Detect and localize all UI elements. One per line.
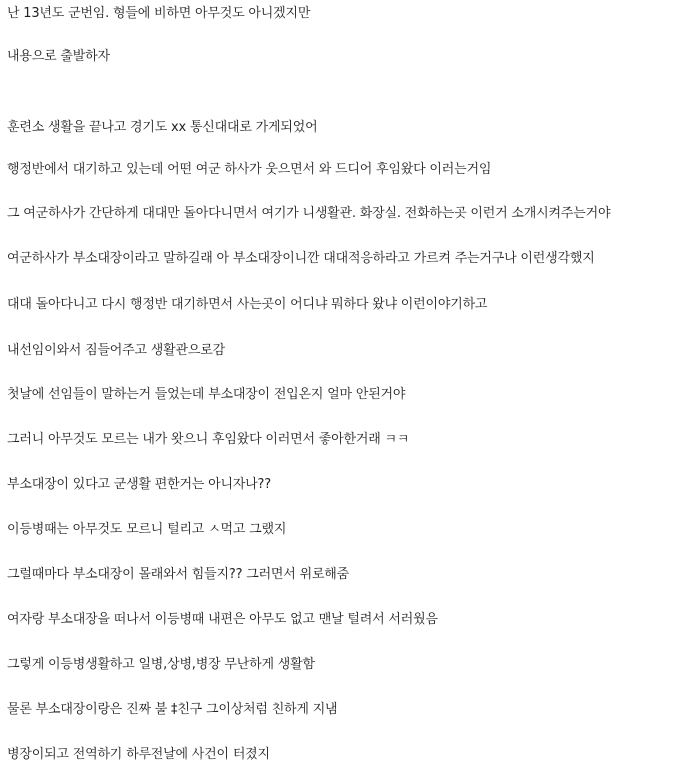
text-line: 이등병때는 아무것도 모르니 털리고 ㅅ먹고 그랬지 [7, 522, 287, 537]
text-line: 여자랑 부소대장을 떠나서 이등병때 내편은 아무도 없고 맨날 털려서 서러웠음 [7, 612, 438, 627]
text-line: 난 13년도 군번임. 형들에 비하면 아무것도 아니겠지만 [7, 6, 311, 21]
text-line: 행정반에서 대기하고 있는데 어떤 여군 하사가 웃으면서 와 드디어 후임왔다 이러는거임 [7, 162, 492, 177]
text-line: 부소대장이 있다고 군생활 편한거는 아니자나?? [7, 477, 271, 492]
text-line: 내용으로 출발하자 [7, 49, 110, 64]
text-line: 그 여군하사가 간단하게 대대만 돌아다니면서 여기가 니생활관. 화장실. 전화하는곳 이런거 소개시켜주는거야 [7, 206, 611, 221]
text-line: 첫날에 선임들이 말하는거 들었는데 부소대장이 전입온지 얼마 안된거야 [7, 387, 406, 402]
text-line: 그럴때마다 부소대장이 몰래와서 힘들지?? 그러면서 위로해줌 [7, 567, 350, 582]
text-line: 내선임이와서 짐들어주고 생활관으로감 [7, 343, 225, 358]
text-line: 대대 돌아다니고 다시 행정반 대기하면서 사는곳이 어디냐 뭐하다 왔냐 이런이야기하고 [7, 297, 488, 312]
text-line: 병장이되고 전역하기 하루전날에 사건이 터졌지 [7, 747, 270, 762]
text-line: 물론 부소대장이랑은 진짜 불 ‡친구 그이상처럼 친하게 지냄 [7, 702, 338, 717]
text-line: 그렇게 이등병생활하고 일병,상병,병장 무난하게 생활함 [7, 657, 315, 672]
text-line: 여군하사가 부소대장이라고 말하길래 아 부소대장이니깐 대대적응하라고 가르켜 주는거구나 이런생각했지 [7, 251, 595, 266]
text-line: 훈련소 생활을 끝나고 경기도 xx 통신대대로 가게되었어 [7, 120, 318, 135]
text-line: 그러니 아무것도 모르는 내가 왓으니 후임왔다 이러면서 좋아한거래 ㅋㅋ [7, 432, 410, 447]
